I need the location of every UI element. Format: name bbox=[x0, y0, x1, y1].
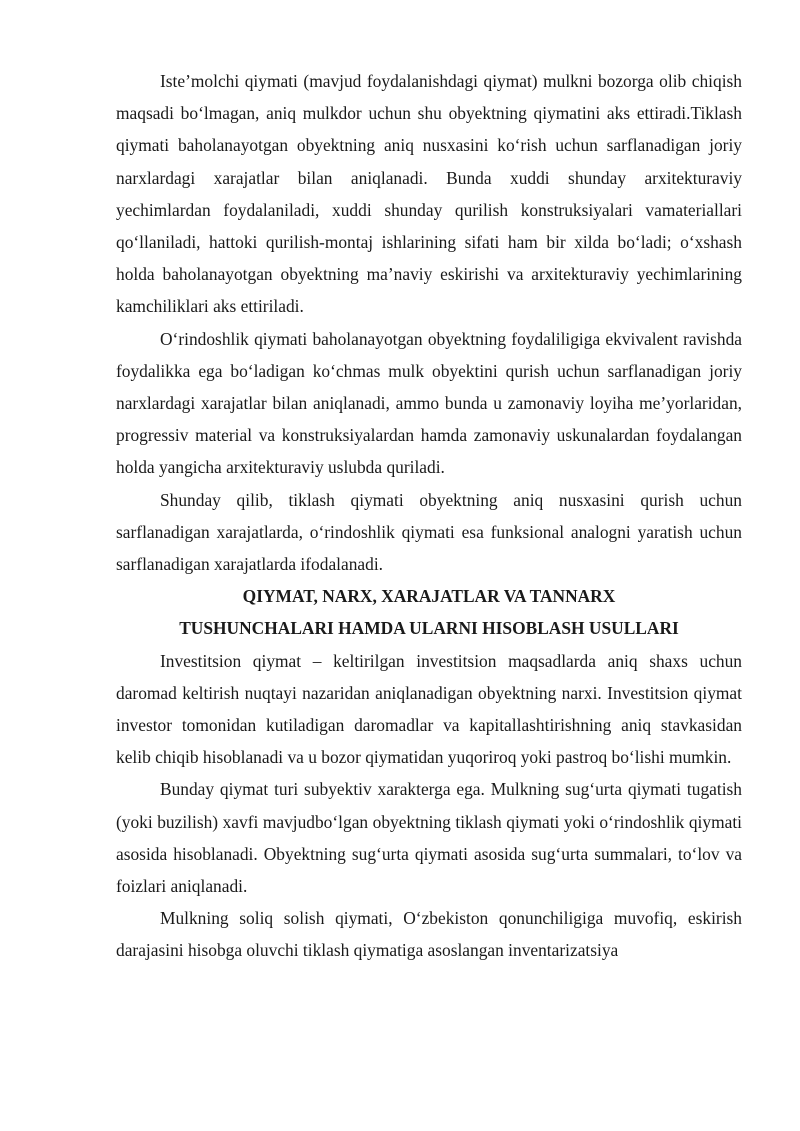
paragraph-insurance-value: Bunday qiymat turi subyektiv xarakterga ega. Mulkning sug‘urta qiymati tugatish (yoki buzilish) xavfi mavjudbo‘lgan obyektning tiklash qiymati yoki o‘rindoshlik qiymati asosida hisoblanadi. Obyektning sug‘urta qiymati asosida sug‘urta summalari, to‘lov va foizlari aniqlanadi. bbox=[116, 779, 742, 897]
paragraph-consumer-value: Iste’molchi qiymati (mavjud foydalanishdagi qiymat) mulkni bozorga olib chiqish maqsadi bo‘lmagan, aniq mulkdor uchun shu obyektning qiymatini aks ettiradi.Tiklash qiymati baholanayotgan obyektning aniq nusxasini ko‘rish uchun sarflanadigan joriy narxlardagi xarajatlar bilan aniqlanadi. Bunda xuddi shunday arxitekturaviy yechimlardan foydalaniladi, xuddi shunday qurilish konstruksiyalari vamateriallari qo‘llaniladi, hattoki qurilish-montaj ishlarining sifati ham bir xilda bo‘ladi; o‘xshash holda baholanayotgan obyektning ma’naviy eskirishi va arxitekturaviy yechimlarining kamchiliklari aks ettiriladi. bbox=[116, 71, 742, 317]
paragraph-summary: Shunday qilib, tiklash qiymati obyektning aniq nusxasini qurish uchun sarflanadigan xarajatlarda, o‘rindoshlik qiymati esa funksional analogni yaratish uchun sarflanadigan xarajatlarda ifodalanadi. bbox=[116, 489, 742, 575]
section-heading-line-2: TUSHUNCHALARI HAMDA ULARNI HISOBLASH USULLARI bbox=[179, 618, 679, 639]
paragraph-tax-value: Mulkning soliq solish qiymati, O‘zbekiston qonunchiligiga muvofiq, eskirish darajasini hisobga oluvchi tiklash qiymatiga asoslangan inventarizatsiya bbox=[116, 908, 742, 961]
paragraph-replacement-value: O‘rindoshlik qiymati baholanayotgan obyektning foydaliligiga ekvivalent ravishda foydalikka ega bo‘ladigan ko‘chmas mulk obyektini qurish uchun sarflanadigan joriy narxlardagi xarajatlar bilan aniqlanadi, ammo bunda u zamonaviy loyiha me’yorlaridan, progressiv material va konstruksiyalardan hamda zamonaviy uskunalardan foydalangan holda yangicha arxitekturaviy uslubda quriladi. bbox=[116, 328, 742, 478]
section-heading-line-1: QIYMAT, NARX, XARAJATLAR VA TANNARX bbox=[242, 586, 616, 607]
paragraph-investment-value: Investitsion qiymat – keltirilgan investitsion maqsadlarda aniq shaxs uchun daromad keltirish nuqtayi nazaridan aniqlanadigan obyektning narxi. Investitsion qiymat investor tomonidan kutiladigan daromadlar va kapitallashtirishning aniq stavkasidan kelib chiqib hisoblanadi va u bozor qiymatidan yuqoriroq yoki pastroq bo‘lishi mumkin. bbox=[116, 650, 742, 768]
